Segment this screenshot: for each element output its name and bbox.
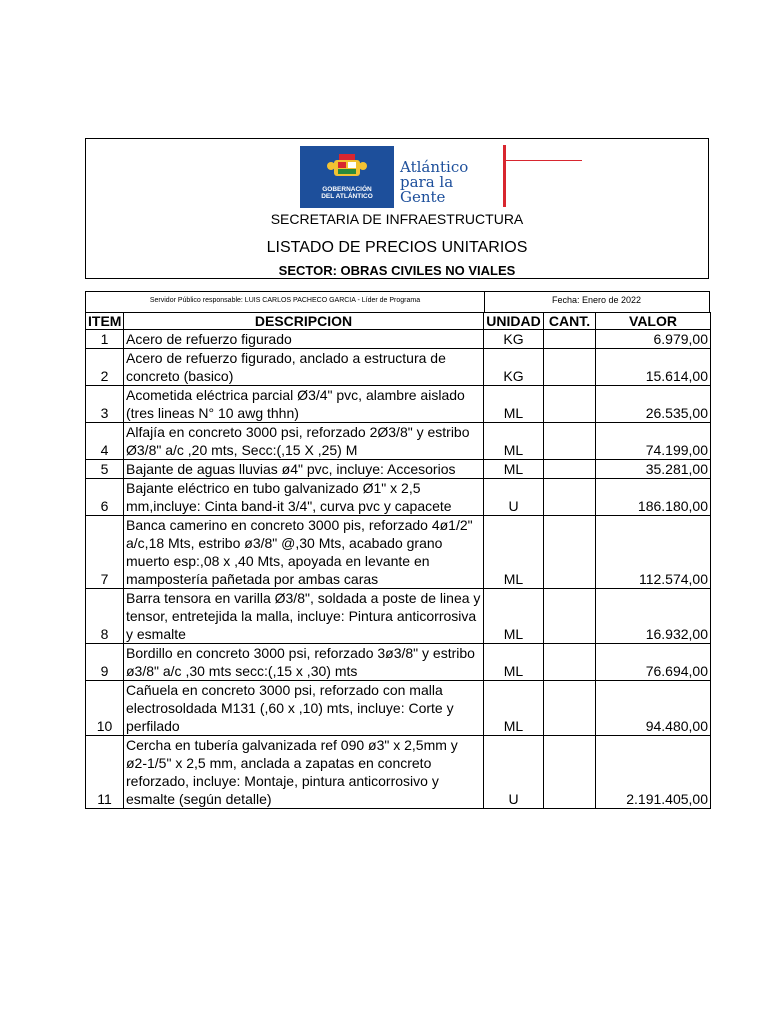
unit-cell: ML	[484, 516, 544, 589]
valor-cell: 16.932,00	[596, 589, 711, 644]
slogan-line1: Atlántico	[400, 158, 469, 176]
cant-cell	[544, 589, 596, 644]
table-row	[86, 479, 711, 516]
table-header-row	[86, 313, 711, 330]
desc-cell: Acometida eléctrica parcial Ø3/4" pvc, alambre aislado (tres lineas N° 10 awg thhn)	[124, 386, 484, 423]
table-row	[86, 681, 711, 736]
table-row	[86, 460, 711, 479]
slogan-line3: Gente	[400, 188, 446, 206]
item-cell: 6	[86, 479, 124, 516]
logo-red-bar-vertical	[503, 145, 506, 207]
desc-cell: Banca camerino en concreto 3000 pis, reforzado 4ø1/2" a/c,18 Mts, estribo ø3/8" @,30 Mts, acabado grano muerto esp:,08 x ,40 Mts, apoyada en levante en mampostería pañetada por ambas caras	[124, 516, 484, 589]
unit-cell: KG	[484, 330, 544, 349]
price-table	[85, 312, 711, 809]
cant-cell	[544, 736, 596, 809]
valor-cell: 26.535,00	[596, 386, 711, 423]
unit-cell: ML	[484, 386, 544, 423]
desc-cell: Alfajía en concreto 3000 psi, reforzado 2Ø3/8" y estribo Ø3/8" a/c ,20 mts, Secc:(,15 X ,25) M	[124, 423, 484, 460]
unit-cell: U	[484, 479, 544, 516]
unit-cell: ML	[484, 644, 544, 681]
valor-cell: 35.281,00	[596, 460, 711, 479]
col-header-item: ITEM	[86, 313, 124, 330]
valor-cell: 74.199,00	[596, 423, 711, 460]
valor-cell: 6.979,00	[596, 330, 711, 349]
unit-cell: ML	[484, 460, 544, 479]
desc-cell: Acero de refuerzo figurado	[124, 330, 484, 349]
cant-cell	[544, 330, 596, 349]
logo-red-bar-horizontal	[506, 160, 582, 161]
desc-cell: Bajante de aguas lluvias ø4" pvc, incluye: Accesorios	[124, 460, 484, 479]
item-cell: 11	[86, 736, 124, 809]
item-cell: 7	[86, 516, 124, 589]
document-title: LISTADO DE PRECIOS UNITARIOS	[266, 239, 528, 256]
unit-cell: ML	[484, 681, 544, 736]
crest-icon	[326, 152, 368, 182]
table-row	[86, 589, 711, 644]
item-cell: 8	[86, 589, 124, 644]
table-row	[86, 736, 711, 809]
item-cell: 1	[86, 330, 124, 349]
cant-cell	[544, 460, 596, 479]
cant-cell	[544, 386, 596, 423]
table-row	[86, 330, 711, 349]
logo-gov-line2: DEL ATLÁNTICO	[321, 193, 373, 200]
col-header-cant: CANT.	[544, 313, 596, 330]
desc-cell: Acero de refuerzo figurado, anclado a estructura de concreto (basico)	[124, 349, 484, 386]
fecha-text: Fecha: Enero de 2022	[551, 295, 642, 305]
cant-cell	[544, 349, 596, 386]
gobernacion-logo	[300, 146, 394, 208]
desc-cell: Bordillo en concreto 3000 psi, reforzado 3ø3/8" y estribo ø3/8" a/c ,30 mts secc:(,15 x ,30) mts	[124, 644, 484, 681]
valor-cell: 186.180,00	[596, 479, 711, 516]
cant-cell	[544, 644, 596, 681]
cant-cell	[544, 516, 596, 589]
sector-subtitle: SECTOR: OBRAS CIVILES NO VIALES	[278, 263, 516, 278]
cant-cell	[544, 479, 596, 516]
unit-cell: ML	[484, 423, 544, 460]
valor-cell: 2.191.405,00	[596, 736, 711, 809]
col-header-valor: VALOR	[596, 313, 711, 330]
desc-cell: Cañuela en concreto 3000 psi, reforzado con malla electrosoldada M131 (,60 x ,10) mts, incluye: Corte y perfilado	[124, 681, 484, 736]
col-header-unidad: UNIDAD	[484, 313, 544, 330]
valor-cell: 76.694,00	[596, 644, 711, 681]
table-row	[86, 349, 711, 386]
cant-cell	[544, 423, 596, 460]
desc-cell: Cercha en tubería galvanizada ref 090 ø3" x 2,5mm y ø2-1/5" x 2,5 mm, anclada a zapatas en concreto reforzado, incluye: Montaje, pintura anticorrosivo y esmalte (según detalle)	[124, 736, 484, 809]
item-cell: 5	[86, 460, 124, 479]
cant-cell	[544, 681, 596, 736]
item-cell: 10	[86, 681, 124, 736]
item-cell: 2	[86, 349, 124, 386]
item-cell: 9	[86, 644, 124, 681]
table-row	[86, 644, 711, 681]
table-row	[86, 516, 711, 589]
logo-gov-line1: GOBERNACIÓN	[322, 186, 372, 193]
slogan	[400, 160, 468, 205]
valor-cell: 15.614,00	[596, 349, 711, 386]
responsable-text: Servidor Público responsable: LUIS CARLOS PACHECO GARCIA - Líder de Programa	[86, 292, 485, 312]
header-box	[85, 138, 709, 279]
col-header-descripcion: DESCRIPCION	[124, 313, 484, 330]
unit-cell: ML	[484, 589, 544, 644]
desc-cell: Barra tensora en varilla Ø3/8", soldada a poste de linea y tensor, entretejida la malla, incluye: Pintura anticorrosiva y esmalte	[124, 589, 484, 644]
valor-cell: 94.480,00	[596, 681, 711, 736]
valor-cell: 112.574,00	[596, 516, 711, 589]
slogan-line2: para la	[400, 173, 454, 191]
table-row	[86, 423, 711, 460]
item-cell: 4	[86, 423, 124, 460]
unit-cell: U	[484, 736, 544, 809]
secretaria-title: SECRETARIA DE INFRAESTRUCTURA	[270, 211, 524, 227]
desc-cell: Bajante eléctrico en tubo galvanizado Ø1" x 2,5 mm,incluye: Cinta band-it 3/4", curva pvc y capacete	[124, 479, 484, 516]
item-cell: 3	[86, 386, 124, 423]
info-row	[85, 291, 710, 313]
unit-cell: KG	[484, 349, 544, 386]
table-row	[86, 386, 711, 423]
